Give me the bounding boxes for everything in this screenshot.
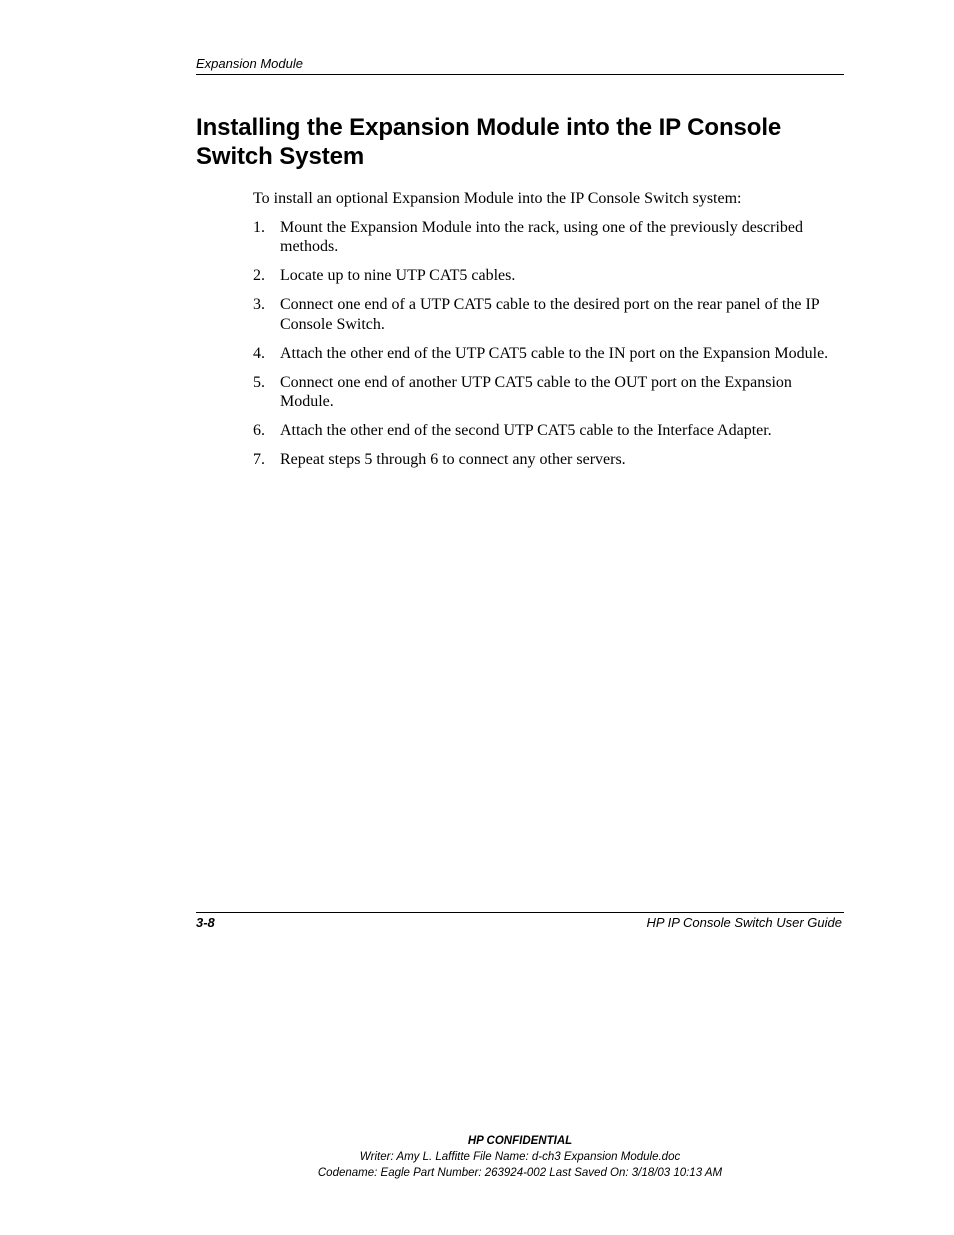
step-text: Repeat steps 5 through 6 to connect any other servers. — [280, 451, 626, 468]
step-item — [253, 266, 848, 286]
step-number: 7. — [253, 451, 265, 468]
confidential-label: HP CONFIDENTIAL — [467, 1135, 573, 1147]
step-text: Attach the other end of the UTP CAT5 cable to the IN port on the Expansion Module. — [280, 344, 829, 362]
step-item — [253, 421, 848, 441]
step-item — [253, 344, 848, 364]
step-text: Attach the other end of the second UTP CAT5 cable to the Interface Adapter. — [280, 422, 772, 439]
step-number: 3. — [253, 296, 265, 313]
page-number: 3-8 — [196, 915, 215, 930]
confidential-block — [0, 1133, 954, 1181]
guide-title: HP IP Console Switch User Guide — [646, 915, 842, 930]
codename-line: Codename: Eagle Part Number: 263924-002 Last Saved On: 3/18/03 10:13 AM — [317, 1167, 723, 1179]
step-text: Connect one end of a UTP CAT5 cable to the desired port on the rear panel of the IP Console Switch. — [280, 296, 820, 333]
writer-line: Writer: Amy L. Laffitte File Name: d-ch3 Expansion Module.doc — [359, 1151, 681, 1163]
section-title: Installing the Expansion Module into the IP Console Switch System — [196, 114, 782, 170]
step-number: 5. — [253, 373, 265, 391]
step-item — [253, 295, 848, 334]
running-header — [196, 55, 844, 75]
step-number: 4. — [253, 344, 265, 362]
step-number: 6. — [253, 422, 265, 439]
step-number: 1. — [253, 218, 265, 236]
step-number: 2. — [253, 267, 265, 284]
body-content — [253, 189, 848, 479]
step-item — [253, 218, 848, 257]
running-footer — [196, 912, 844, 933]
step-item — [253, 450, 848, 470]
step-text: Locate up to nine UTP CAT5 cables. — [280, 267, 516, 284]
step-text: Connect one end of another UTP CAT5 cable to the OUT port on the Expansion Module. — [280, 373, 792, 410]
header-section-name: Expansion Module — [196, 56, 303, 71]
intro-paragraph: To install an optional Expansion Module into the IP Console Switch system: — [253, 190, 742, 207]
steps-list — [253, 218, 848, 470]
step-item — [253, 373, 848, 412]
step-text: Mount the Expansion Module into the rack, using one of the previously described methods. — [280, 218, 804, 255]
